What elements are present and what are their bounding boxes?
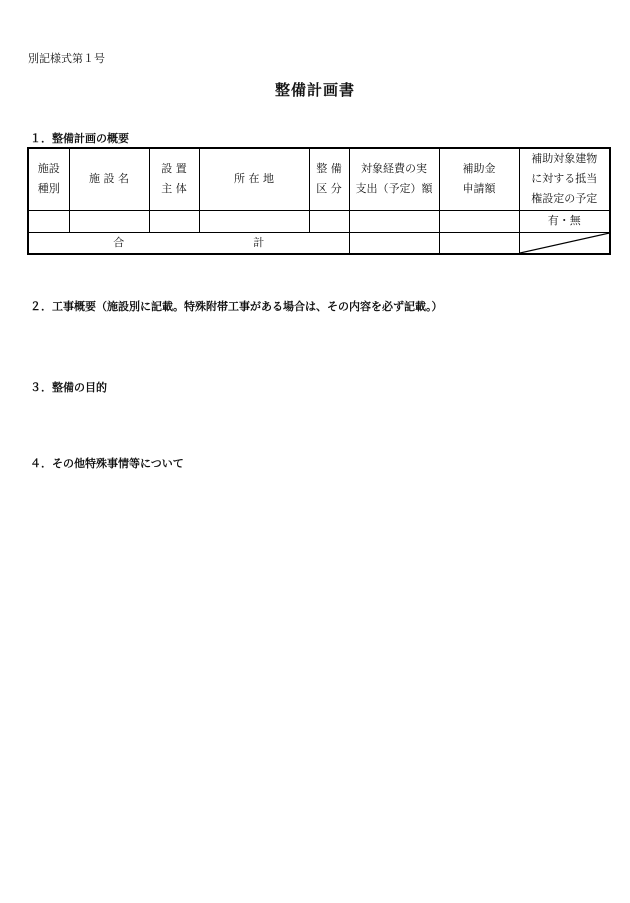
header-facility-name: 施 設 名 <box>69 148 149 210</box>
header-mortgage-plan: 補助対象建物 に対する抵当 権設定の予定 <box>519 148 610 210</box>
section-4-heading: ４．その他特殊事情等について <box>30 457 184 470</box>
section-1-heading: １．整備計画の概要 <box>30 132 129 145</box>
cell-expenditure[interactable] <box>349 210 439 232</box>
cell-facility-name[interactable] <box>69 210 149 232</box>
cell-location[interactable] <box>199 210 309 232</box>
cell-maintenance-type[interactable] <box>309 210 349 232</box>
cell-mortgage-plan[interactable]: 有・無 <box>519 210 610 232</box>
header-operator: 設 置 主 体 <box>149 148 199 210</box>
cell-operator[interactable] <box>149 210 199 232</box>
document-title: 整備計画書 <box>274 81 355 99</box>
header-expenditure: 対象経費の実 支出（予定）額 <box>349 148 439 210</box>
cell-facility-type[interactable] <box>28 210 69 232</box>
total-subsidy-amount[interactable] <box>439 232 519 254</box>
header-subsidy-amount: 補助金 申請額 <box>439 148 519 210</box>
section-3-heading: ３．整備の目的 <box>30 381 107 394</box>
table-header-row <box>28 148 610 210</box>
plan-overview-table <box>27 147 611 255</box>
total-row <box>28 232 610 254</box>
total-expenditure[interactable] <box>349 232 439 254</box>
form-number: 別記様式第１号 <box>28 52 105 65</box>
section-2-heading: ２．工事概要（施設別に記載。特殊附帯工事がある場合は、その内容を必ず記載。） <box>30 300 443 313</box>
cell-subsidy-amount[interactable] <box>439 210 519 232</box>
total-mortgage-diagonal <box>519 232 610 254</box>
header-location: 所 在 地 <box>199 148 309 210</box>
total-label-left: 合 <box>113 235 125 249</box>
header-facility-type: 施設 種別 <box>28 148 69 210</box>
diagonal-line <box>520 233 610 253</box>
header-maintenance-type: 整 備 区 分 <box>309 148 349 210</box>
total-label-cell <box>28 232 349 254</box>
total-label-right: 計 <box>253 235 265 249</box>
table-row <box>28 210 610 232</box>
